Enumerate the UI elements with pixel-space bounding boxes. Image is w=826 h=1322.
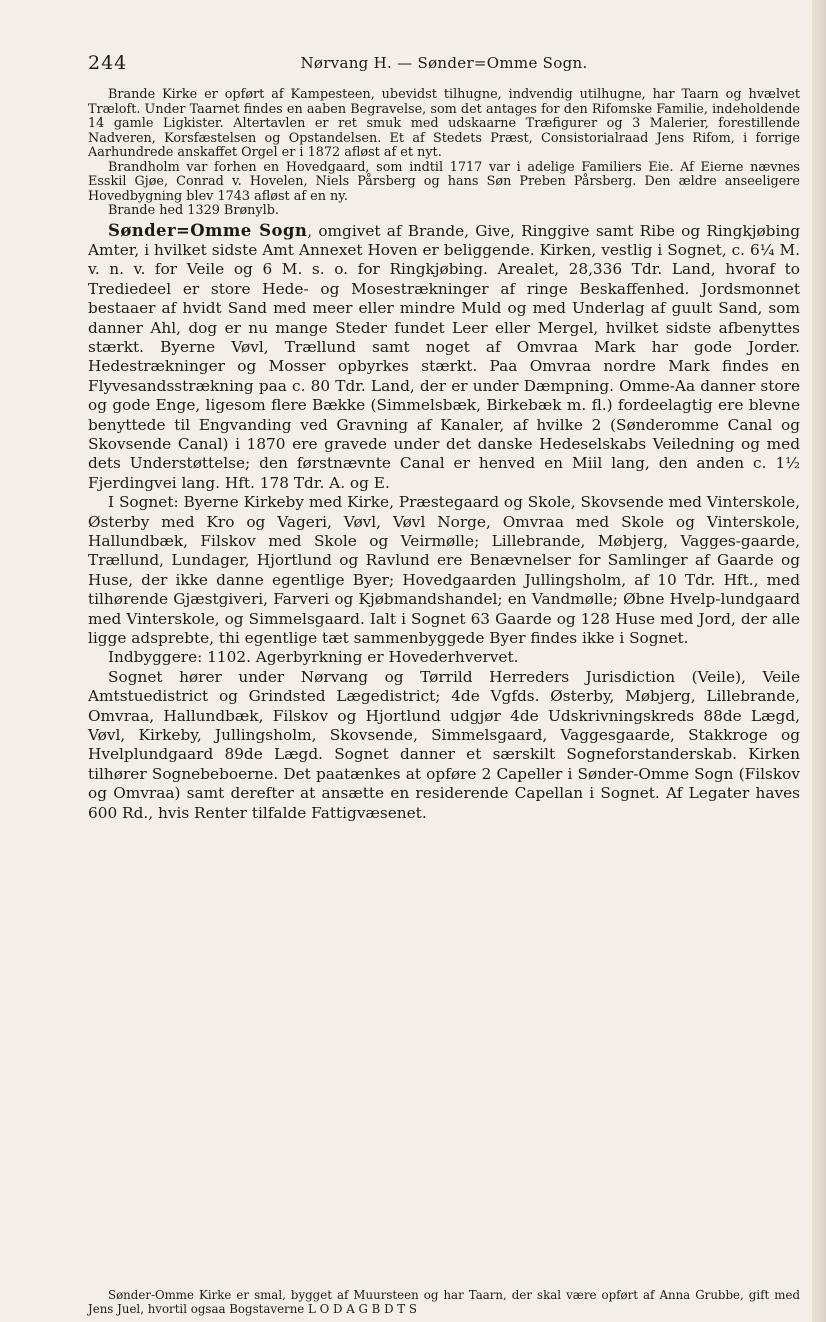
paragraph-indbyggere: Indbyggere: 1102. Agerbyrkning er Hovederhvervet. <box>108 648 519 667</box>
footnote <box>88 1288 800 1316</box>
running-title: Nørvang H. — Sønder=Omme Sogn. <box>300 54 588 72</box>
paragraph-sognet: I Sognet: Byerne Kirkeby med Kirke, Præstegaard og Skole, Skovsende med Vinterskole, Østerby med Kro og Vageri, Vøvl, Vøvl Norge, Omvraa med Skole og Vinterskole, Hallundbæk, Filskov med Skole og Veirmølle; Lillebrande, Møbjerg, Vagges-gaarde, Trællund, Lundager, Hjortlund og Ravlund ere Benævnelser for Samlinger af Gaarde og Huse, der ikke danne egentlige Byer; Hovedgaarden Jullingsholm, af 10 Tdr. Hft., med tilhørende Gjæstgiveri, Farveri og Kjøbmandshandel; en Vandmølle; Øbne Hvelp-lundgaard med Vinterskole, og Simmelsgaard. Ialt i Sognet 63 Gaarde og 128 Huse med Jord, der alle ligge adsprebte, thi egentlige tæt sammenbyggede Byer findes ikke i Sognet. <box>88 493 800 648</box>
paragraph-brande-church: Brande Kirke er opført af Kampesteen, ubevidst tilhugne, indvendig utilhugne, har Taarn og hvælvet Træloft. Under Taarnet findes en aaben Begravelse, som det antages for den Rifomske Familie, indeholdende 14 gamle Ligkister. Altertavlen er ret smuk med udskaarne Træfigurer og 3 Malerier, forestillende Nadveren, Korsfæstelsen og Opstandelsen. Et af Stedets Præst, Consistorialraad Jens Rifom, i forrige Aarhundrede anskaffet Orgel er i 1872 afløst af et nyt. <box>88 87 800 160</box>
paragraph-sonder-omme-intro <box>88 221 800 494</box>
body-text <box>88 88 800 823</box>
page-header <box>88 52 800 78</box>
section-intro-text: , omgivet af Brande, Give, Ringgive samt Ribe og Ringkjøbing Amter, i hvilket sidste Amt Annexet Hoven er beliggende. Kirken, vestlig i Sognet, c. 6¼ M. v. n. v. for Veile og 6 M. s. o. for Ringkjøbing. Arealet, 28,336 Tdr. Land, hvoraf to Trediedeel er store Hede- og Mosestrækninger af ringe Beskaffenhed. Jordsmonnet bestaaer af hvidt Sand med meer eller mindre Muld og med Underlag af guult Sand, som danner Ahl, dog er nu mange Steder fundet Leer eller Mergel, hvilket sidste afbenyttes stærkt. Byerne Vøvl, Trællund samt noget af Omvraa Mark har gode Jorder. Hedestrækninger og Mosser opbyrkes stærkt. Paa Omvraa nordre Mark findes en Flyvesandsstrækning paa c. 80 Tdr. Land, der er under Dæmpning. Omme-Aa danner store og gode Enge, ligesom flere Bække (Simmelsbæk, Birkebæk m. fl.) fordeelagtig ere blevne benyttede til Engvanding ved Gravning af Kanaler, af hvilke 2 (Sønderomme Canal og Skovsende Canal) i 1870 ere gravede under det danske Hedeselskabs Veiledning og med dets Understøttelse; den førstnævnte Canal er henved en Miil lang, den anden c. 1½ Fjerdingvei lang. Hft. 178 Tdr. A. og E. <box>88 221 801 492</box>
footnote-text: Sønder-Omme Kirke er smal, bygget af Muursteen og har Taarn, der skal være opført af Anna Grubbe, gift med Jens Juel, hvortil ogsaa Bogstaverne L O D A G B D T S <box>88 1288 800 1316</box>
paragraph-brandholm: Brandholm var forhen en Hovedgaard, som indtil 1717 var i adelige Familiers Eie. Af Eierne nævnes Esskil Gjøe, Conrad v. Hovelen, Niels Pårsberg og hans Søn Preben Pårsberg. Den ældre anseeligere Hovedbygning blev 1743 afløst af en ny. <box>88 159 800 204</box>
sonder-omme-section <box>88 221 800 824</box>
page-edge <box>812 0 826 1322</box>
section-heading: Sønder=Omme Sogn <box>108 220 308 240</box>
brande-church-section <box>88 88 800 219</box>
paragraph-brande-1329: Brande hed 1329 Brønylb. <box>108 203 279 218</box>
paragraph-jurisdiction: Sognet hører under Nørvang og Tørrild Herreders Jurisdiction (Veile), Veile Amtstuedistrict og Grindsted Lægedistrict; 4de Vgfds. Østerby, Møbjerg, Lillebrande, Omvraa, Hallundbæk, Filskov og Hjortlund udgjør 4de Udskrivningskreds 88de Lægd, Vøvl, Kirkeby, Jullingsholm, Skovsende, Simmelsgaard, Vaggesgaarde, Stakkroge og Hvelplundgaard 89de Lægd. Sognet danner et særskilt Sogneforstanderskab. Kirken tilhører Sognebeboerne. Det paatænkes at opføre 2 Capeller i Sønder-Omme Sogn (Filskov og Omvraa) samt derefter at ansætte en residerende Capellan i Sognet. Af Legater haves 600 Rd., hvis Renter tilfalde Fattigvæsenet. <box>88 667 800 822</box>
page-number: 244 <box>88 52 128 74</box>
